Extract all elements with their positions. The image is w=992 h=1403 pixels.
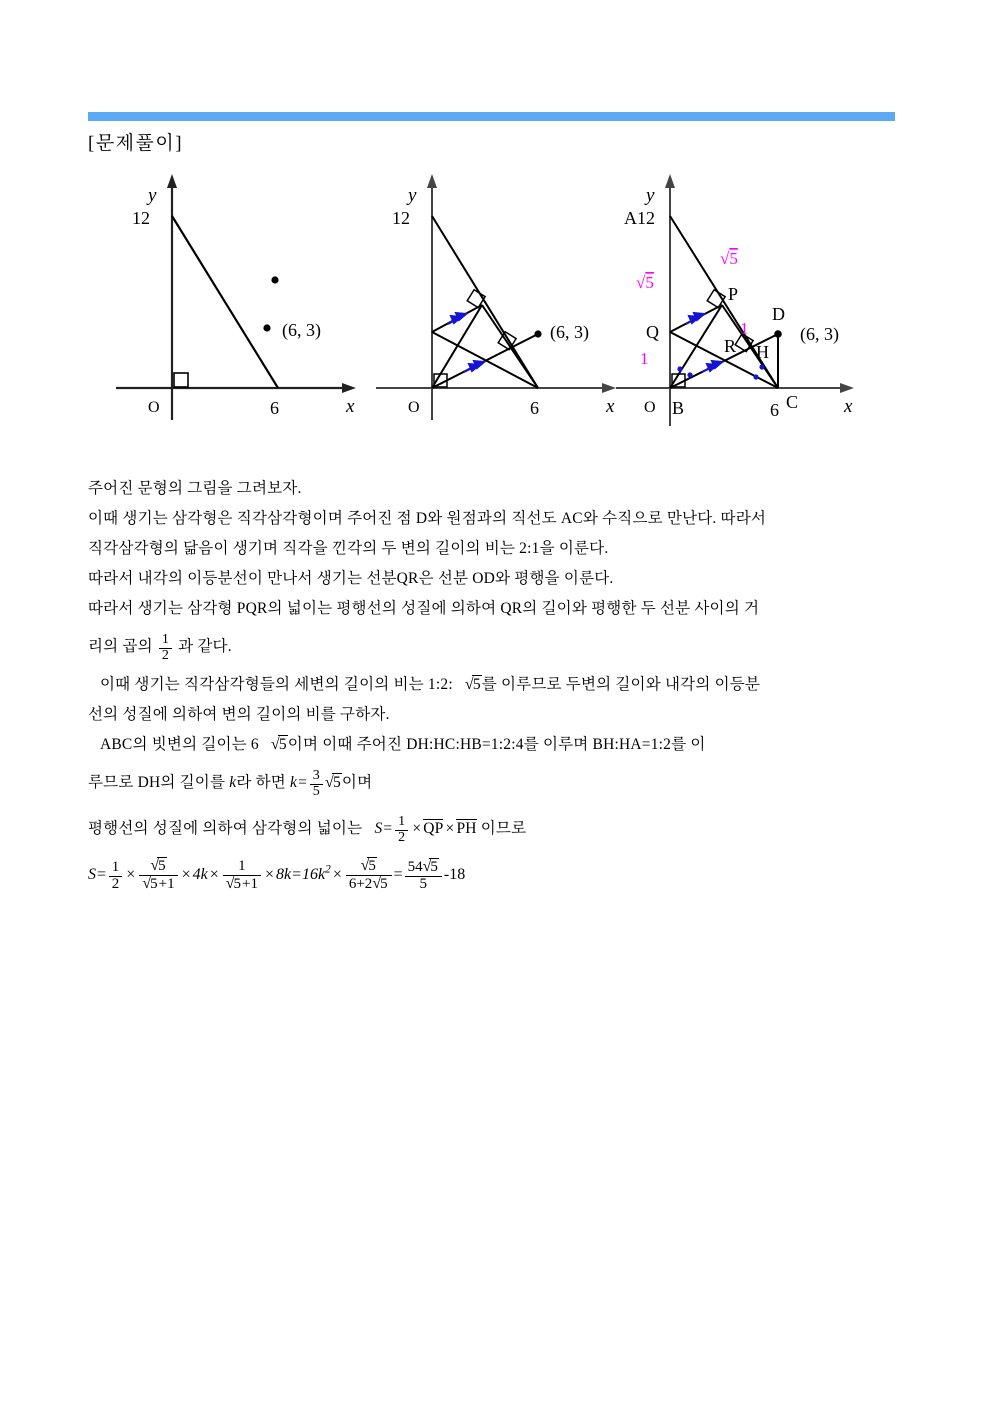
p5-suffix: 를 이루므로 두변의 길이와 내각의 이등분 <box>481 676 761 693</box>
figure-3-y-tick: A12 <box>624 208 655 228</box>
figure-2-origin-label: O <box>408 399 420 416</box>
figure-1-x-tick: 6 <box>270 398 279 418</box>
paragraph-4-line-2 <box>88 624 908 670</box>
figure-2-x-axis-label: x <box>606 396 615 417</box>
figure-3-x-tick: 6 <box>770 400 779 420</box>
eq-16k: =16k <box>291 865 326 883</box>
eq-lhs: S= <box>88 865 107 883</box>
fraction-three-fifths: $\frac{3}{5}$ <box>310 769 323 799</box>
radical-sqrt5-ratio: √5 <box>464 676 481 693</box>
eq-fraction-1: $\frac{1}{2}$ <box>109 860 123 893</box>
figure-1 <box>110 168 372 420</box>
eq-16k-exponent: 2 <box>325 863 331 876</box>
figure-row <box>88 168 898 420</box>
paragraph-2-line-2: 직각삼각형의 닮음이 생기며 직각을 낀각의 두 변의 길이의 비는 2:1을 이룬다. <box>88 540 609 557</box>
eq-fraction-5: $\frac{54√5}{5}$ <box>405 859 442 893</box>
paragraph-7 <box>88 806 908 852</box>
figure-1-y-tick: 12 <box>132 208 150 228</box>
length-label-one-lower: 1 <box>640 349 649 368</box>
figure-3-x-axis-label: x <box>844 396 853 417</box>
p6-suffix: 이며 이때 주어진 DH:HC:HB=1:2:4를 이루며 BH:HA=1:2를 이 <box>287 736 706 753</box>
parallel-mark-upper <box>686 313 704 324</box>
figure-3-origin-label: O <box>644 399 656 416</box>
parallel-mark-upper <box>448 313 466 324</box>
segment-QP: QP <box>423 820 444 837</box>
eq-fraction-3: $\frac{1}{√5+1}$ <box>223 859 261 893</box>
figure-1-canvas <box>110 168 372 420</box>
eq-times-4: × <box>265 865 275 883</box>
figure-3-point-label: (6, 3) <box>800 324 839 344</box>
eq-equals-2: = <box>393 865 403 883</box>
figure-2-y-axis-label: y <box>408 185 417 206</box>
figure-3-canvas <box>610 168 892 430</box>
figure-2-canvas <box>370 168 632 420</box>
figure-1-origin-label: O <box>148 399 160 416</box>
paragraph-2-line-1: 이때 생기는 삼각형은 직각삼각형이며 주어진 점 D와 원점과의 직선도 AC와 수직으로 만난다. 따라서 <box>88 510 767 527</box>
paragraph-4-line-1: 따라서 생기는 삼각형 PQR의 넓이는 평행선의 성질에 의하여 QR의 길이와 평행한 두 선분 사이의 거 <box>88 600 760 617</box>
paragraph-5-line-1 <box>88 670 908 700</box>
times-symbol-2: × <box>445 820 455 837</box>
p5-prefix: 이때 생기는 직각삼각형들의 세변의 길이의 비는 1:2: <box>100 676 453 693</box>
fraction-one-half: $\frac{1}{2}$ <box>159 633 172 663</box>
eq-term-8k: 8k <box>276 865 292 883</box>
parallel-mark-lower <box>702 361 722 372</box>
paragraph-1: 주어진 문형의 그림을 그려보자. <box>88 480 302 497</box>
fraction-one-half-area: $\frac{1}{2}$ <box>395 815 408 845</box>
solution-text <box>88 474 908 852</box>
parallel-mark-lower <box>464 361 484 372</box>
figure-3-label-H: H <box>756 342 769 362</box>
accent-rule <box>88 112 895 121</box>
figure-1-x-axis-label: x <box>346 396 355 417</box>
p6-prefix: ABC의 빗변의 길이는 6 <box>100 736 259 753</box>
figure-2-x-tick: 6 <box>530 398 539 418</box>
p6-l2-prefix: 루므로 DH의 길이를 <box>88 774 226 791</box>
figure-2 <box>370 168 632 420</box>
figure-3-label-R: R <box>724 336 737 356</box>
figure-2-y-tick: 12 <box>392 208 410 228</box>
figure-3-label-B: B <box>672 398 685 418</box>
p6-l2-suffix: 이며 <box>341 774 373 791</box>
figure-1-y-axis-label: y <box>148 185 157 206</box>
angle-tick-marks <box>677 364 764 379</box>
p7-prefix: 평행선의 성질에 의하여 삼각형의 넓이는 <box>88 820 363 837</box>
figure-2-point-label: (6, 3) <box>550 322 589 342</box>
figure-3 <box>610 168 872 420</box>
variable-k: k <box>229 774 237 791</box>
eq-fraction-4: $\frac{√5}{6+2√5}$ <box>346 858 392 893</box>
eq-term-4k: 4k <box>192 865 208 883</box>
figure-3-label-Q: Q <box>646 322 659 342</box>
p4-suffix: 과 같다. <box>178 638 232 655</box>
p4-prefix: 리의 곱의 <box>88 638 153 655</box>
paragraph-6-line-2 <box>88 760 908 806</box>
length-label-one-upper: 1 <box>740 319 749 338</box>
eq-tail: -18 <box>443 865 466 883</box>
length-label-sqrt5-left: √5 <box>636 273 654 292</box>
eq-times-3: × <box>209 865 219 883</box>
eq-fraction-2: $\frac{√5}{√5+1}$ <box>139 858 177 893</box>
figure-3-y-axis-label: y <box>646 185 655 206</box>
p7-suffix: 이므로 <box>480 820 527 837</box>
times-symbol-1: × <box>412 820 422 837</box>
page-title: [문제풀이] <box>88 133 184 154</box>
area-symbol-S: S= <box>374 820 394 837</box>
eq-times-2: × <box>181 865 191 883</box>
radical-sqrt5-hyp: √5 <box>270 736 287 753</box>
figure-3-label-D: D <box>772 304 785 324</box>
figure-3-label-P: P <box>728 284 739 304</box>
final-equation <box>88 858 465 893</box>
eq-times-5: × <box>332 865 342 883</box>
figure-3-label-C: C <box>786 392 799 412</box>
paragraph-5-line-2: 선의 성질에 의하여 변의 길이의 비를 구하자. <box>88 706 390 723</box>
radical-sqrt5-k: √5 <box>324 774 341 791</box>
length-label-sqrt5-upper: √5 <box>720 249 738 268</box>
p6-l2-mid: 라 하면 <box>236 774 286 791</box>
k-equals: k= <box>290 774 308 791</box>
figure-1-point-label: (6, 3) <box>282 320 321 340</box>
eq-times-1: × <box>126 865 136 883</box>
paragraph-6-line-1 <box>88 730 908 760</box>
paragraph-3: 따라서 내각의 이등분선이 만나서 생기는 선분QR은 선분 OD와 평행을 이룬다. <box>88 570 614 587</box>
segment-PH: PH <box>456 820 477 837</box>
